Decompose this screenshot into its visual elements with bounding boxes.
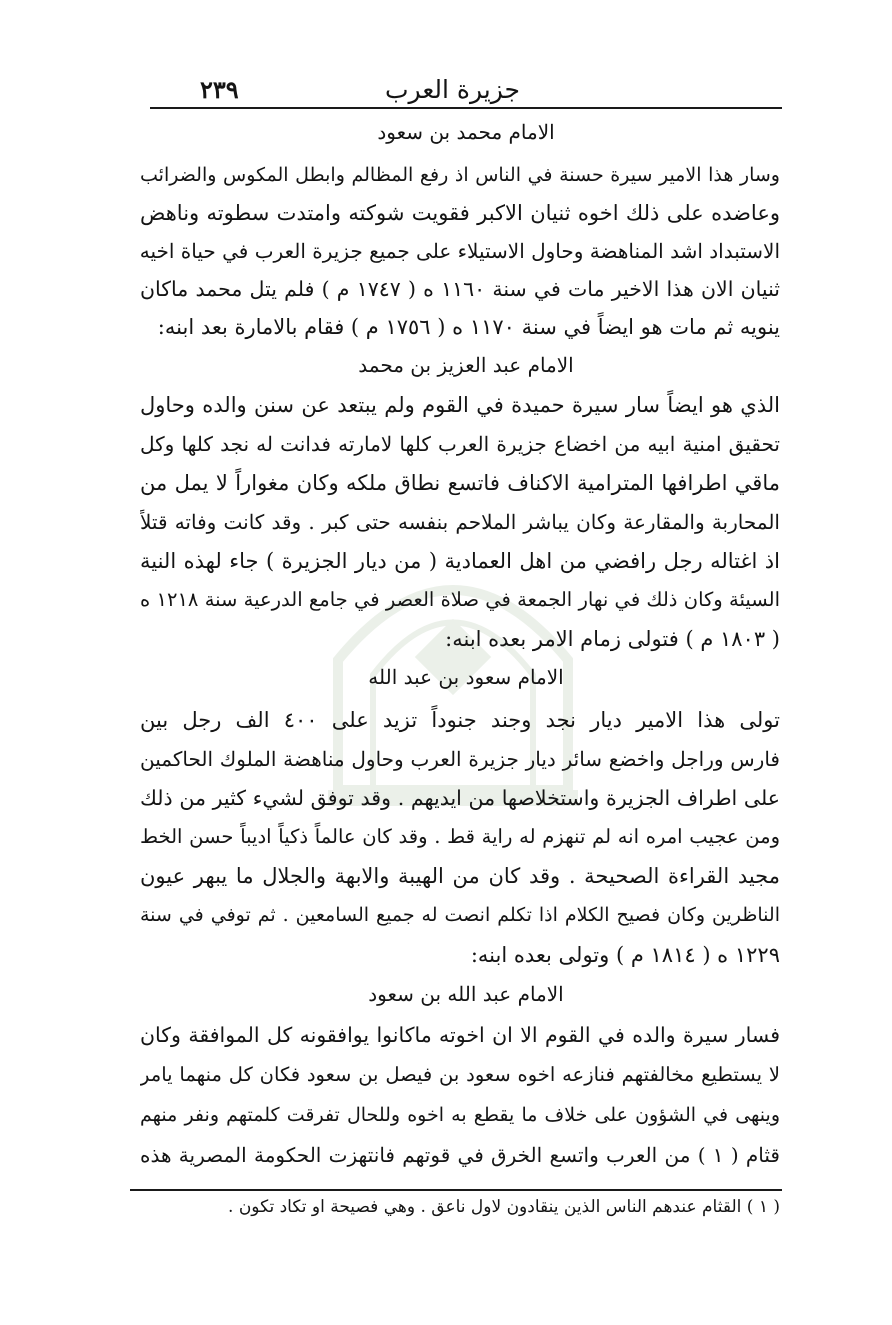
text-line: ومن عجيب امره انه لم تنهزم له راية قط . وقد كان عالماً ذكياً اديباً حسن الخط [140,825,780,848]
footnote: ( ١ ) القثام عندهم الناس الذين ينقادون لاول ناعق . وهي فصيحة او تكاد تكون . [228,1197,780,1217]
text-line: وسار هذا الامير سيرة حسنة في الناس اذ رفع المظالم وابطل المكوس والضرائب [140,164,780,186]
text-line: المحاربة والمقارعة وكان يباشر الملاحم بنفسه حتى كبر . وقد كانت وفاته قتلاً [140,510,780,534]
text-line: الذي هو ايضاً سار سيرة حميدة في القوم ولم يبتعد عن سنن والده وحاول [140,393,780,417]
section-heading: الامام سعود بن عبد الله [368,665,564,689]
text-line: ثنيان الان هذا الاخير مات في سنة ١١٦٠ ه ( ١٧٤٧ م ) فلم يتل محمد ماكان [140,277,780,301]
section-heading: الامام محمد بن سعود [377,120,555,144]
text-line: وينهى في الشؤون على خلاف ما يقطع به اخوه وللحال تفرقت كلمتهم ونفر منهم [140,1104,780,1126]
text-line: لا يستطيع مخالفتهم فنازعه اخوه سعود بن فيصل بن سعود فكان كل منهما يامر [140,1063,780,1086]
running-title: جزيرة العرب [385,74,520,104]
header-rule [150,107,782,109]
section-heading: الامام عبد الله بن سعود [368,982,564,1006]
text-line: الاستبداد اشد المناهضة وحاول الاستيلاء على جميع جزيرة العرب في حياة اخيه [140,239,780,263]
text-line: قثام ( ١ ) من العرب واتسع الخرق في قوتهم فانتهزت الحكومة المصرية هذه [140,1143,780,1167]
page-header [150,72,780,106]
text-line: وعاضده على ذلك اخوه ثنيان الاكبر فقويت شوكته وامتدت سطوته وناهض [140,201,780,225]
section-heading: الامام عبد العزيز بن محمد [358,353,574,377]
footnote-rule [130,1189,782,1191]
text-line: ( ١٨٠٣ م ) فتولى زمام الامر بعده ابنه: [445,627,780,651]
text-line: ينويه ثم مات هو ايضاً في سنة ١١٧٠ ه ( ١٧٥٦ م ) فقام بالامارة بعد ابنه: [157,315,780,339]
text-line: ماقي اطرافها المترامية الاكناف فاتسع نطاق ملكه وكان مغواراً لا يمل من [140,471,780,495]
text-line: فارس وراجل واخضع سائر ديار جزيرة العرب وحاول مناهضة الملوك الحاكمين [140,747,780,771]
text-line: على اطراف الجزيرة واستخلاصها من ايديهم . وقد توفق لشيء كثير من ذلك [140,786,780,810]
text-line: الناظرين وكان فصيح الكلام اذا تكلم انصت له جميع السامعين . ثم توفي في سنة [140,904,780,926]
text-line: السيئة وكان ذلك في نهار الجمعة في صلاة العصر في جامع الدرعية سنة ١٢١٨ ه [140,588,780,611]
text-line: فسار سيرة والده في القوم الا ان اخوته ماكانوا يوافقونه كل الموافقة وكان [140,1023,780,1047]
text-line: تحقيق امنية ابيه من اخضاع جزيرة العرب كلها لامارته فدانت له نجد كلها وكل [140,432,780,456]
text-line: مجيد القراءة الصحيحة . وقد كان من الهيبة والابهة والجلال ما يبهر عيون [140,864,780,888]
text-line: اذ اغتاله رجل رافضي من اهل العمادية ( من ديار الجزيرة ) جاء لهذه النية [140,549,780,573]
text-line: ١٢٢٩ ه ( ١٨١٤ م ) وتولى بعده ابنه: [470,943,780,967]
text-line: تولى هذا الامير ديار نجد وجند جنوداً تزيد على ٤٠٠ الف رجل بين [140,708,780,732]
page-number: ٢٣٩ [200,74,239,104]
